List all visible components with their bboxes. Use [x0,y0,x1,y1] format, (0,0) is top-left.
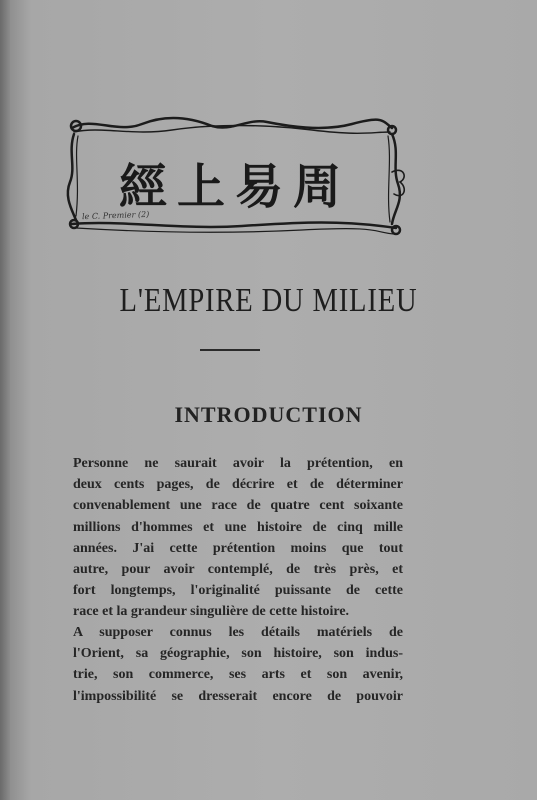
text-line: deux cents pages, de décrire et de déterminer [73,477,403,493]
body-paragraph-1 [73,453,403,623]
ornamental-header-frame [62,112,408,242]
text-line: trie, son commerce, ses arts et son avenir, [73,667,403,683]
text-line: millions d'hommes et une histoire de cinq mille [73,519,403,535]
title-divider [200,349,260,351]
body-paragraph-2 [73,622,403,707]
section-heading: INTRODUCTION [174,402,363,427]
engraver-signature: le C. Premier (2) [81,209,150,222]
page-title: L'EMPIRE DU MILIEU [119,282,418,319]
text-line: fort longtemps, l'originalité puissante de cette [73,583,403,599]
text-line: l'Orient, sa géographie, son histoire, son indus- [73,646,403,662]
text-line: années. J'ai cette prétention moins que tout [73,540,403,556]
chinese-title: 經上易周 [118,159,351,215]
text-line: l'impossibilité se dresserait encore de pouvoir [73,688,403,704]
book-gutter-shadow [0,0,10,800]
text-line: race et la grandeur singulière de cette histoire. [73,604,350,620]
text-line: convenablement une race de quatre cent soixante [73,498,403,514]
text-line: autre, pour avoir contemplé, de très près, et [73,562,403,578]
text-line: Personne ne saurait avoir la prétention, en [73,456,403,471]
text-line: A supposer connus les détails matériels de [73,625,403,640]
